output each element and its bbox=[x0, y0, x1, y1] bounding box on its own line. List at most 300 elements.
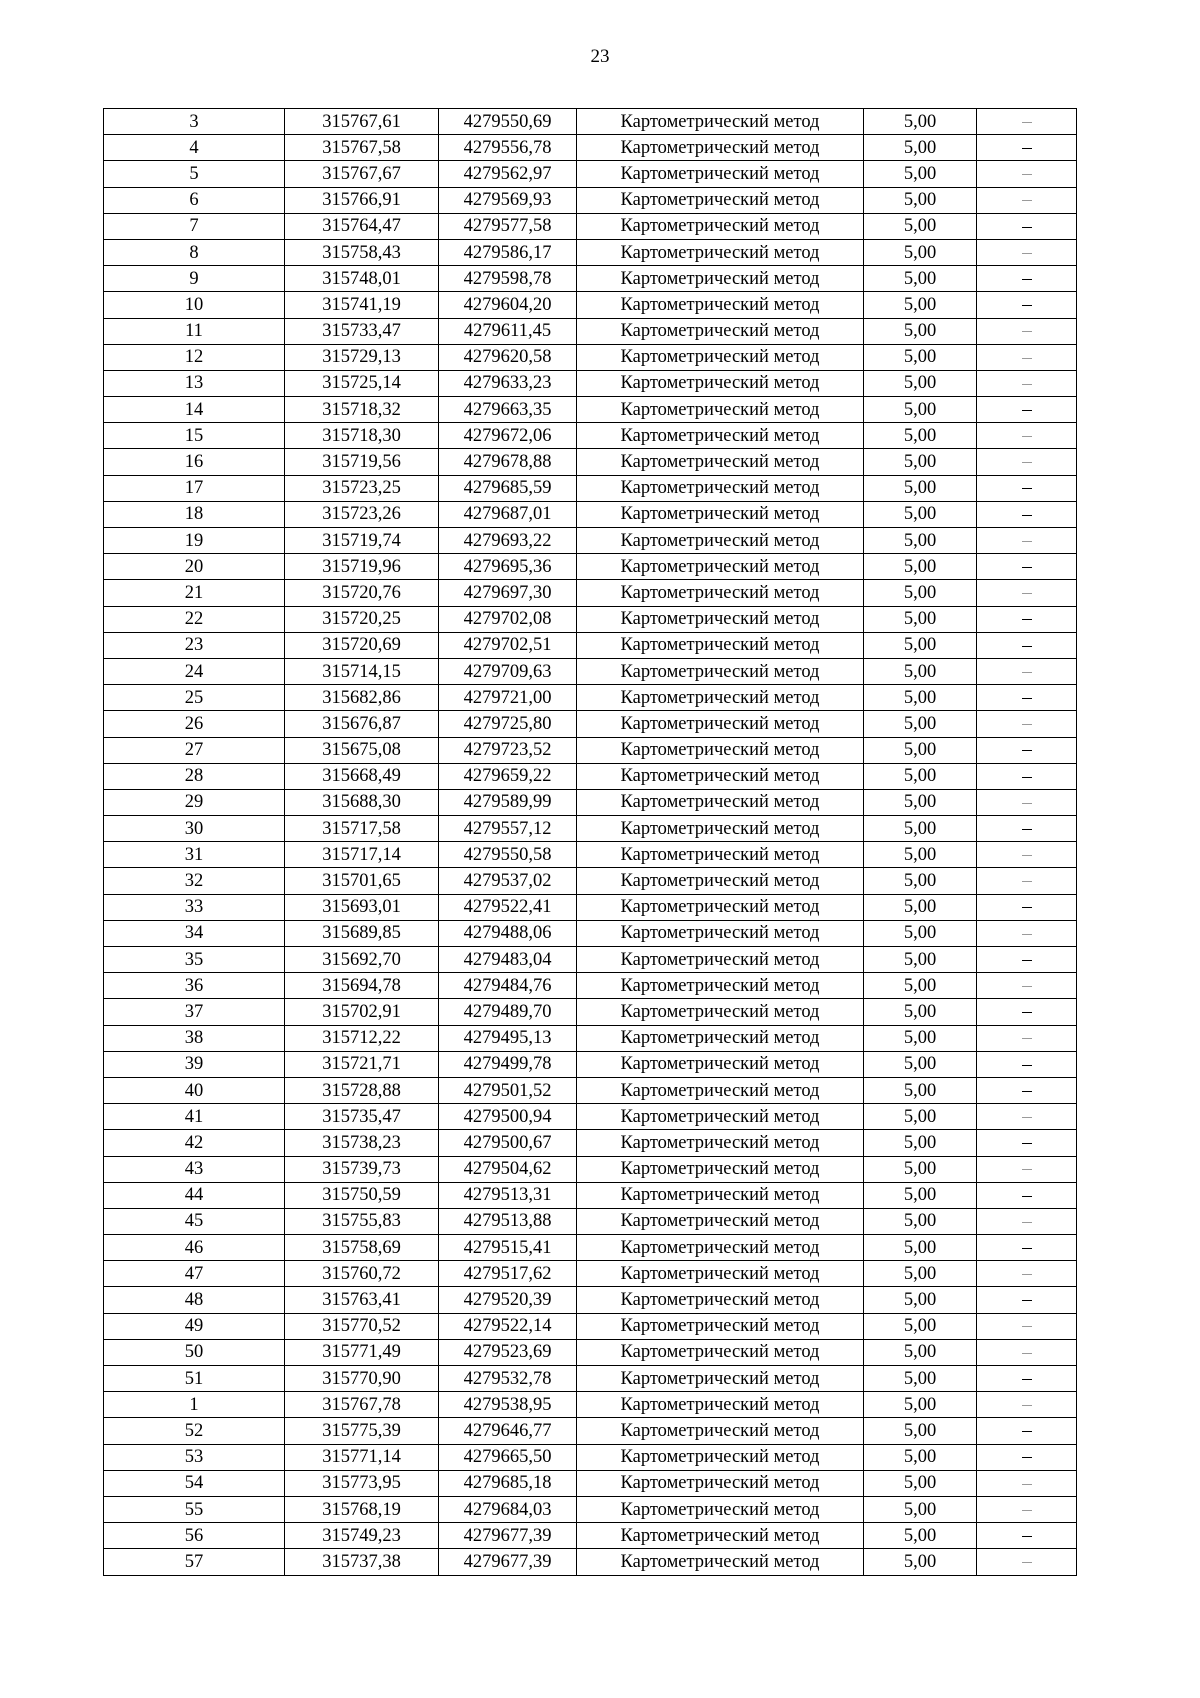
dash-mark bbox=[1022, 803, 1032, 804]
description-cell bbox=[977, 816, 1077, 842]
accuracy-cell: 5,00 bbox=[864, 1208, 977, 1234]
dash-mark bbox=[1022, 1484, 1032, 1485]
point-number-cell: 45 bbox=[104, 1208, 285, 1234]
y-coordinate-cell: 4279550,69 bbox=[439, 109, 577, 135]
method-cell: Картометрический метод bbox=[577, 161, 864, 187]
description-cell bbox=[977, 789, 1077, 815]
point-number-cell: 14 bbox=[104, 397, 285, 423]
point-number-cell: 24 bbox=[104, 658, 285, 684]
x-coordinate-cell: 315725,14 bbox=[285, 370, 439, 396]
table-row bbox=[104, 920, 1077, 946]
description-cell bbox=[977, 135, 1077, 161]
y-coordinate-cell: 4279604,20 bbox=[439, 292, 577, 318]
table-row bbox=[104, 1470, 1077, 1496]
accuracy-cell: 5,00 bbox=[864, 1025, 977, 1051]
y-coordinate-cell: 4279646,77 bbox=[439, 1418, 577, 1444]
x-coordinate-cell: 315767,67 bbox=[285, 161, 439, 187]
dash-mark bbox=[1022, 1012, 1032, 1013]
x-coordinate-cell: 315741,19 bbox=[285, 292, 439, 318]
description-cell bbox=[977, 370, 1077, 396]
point-number-cell: 9 bbox=[104, 266, 285, 292]
description-cell bbox=[977, 1549, 1077, 1575]
dash-mark bbox=[1022, 541, 1032, 542]
method-cell: Картометрический метод bbox=[577, 135, 864, 161]
accuracy-cell: 5,00 bbox=[864, 1444, 977, 1470]
description-cell bbox=[977, 161, 1077, 187]
method-cell: Картометрический метод bbox=[577, 318, 864, 344]
accuracy-cell: 5,00 bbox=[864, 1287, 977, 1313]
table-row bbox=[104, 894, 1077, 920]
table-row bbox=[104, 1313, 1077, 1339]
method-cell: Картометрический метод bbox=[577, 606, 864, 632]
point-number-cell: 26 bbox=[104, 711, 285, 737]
description-cell bbox=[977, 213, 1077, 239]
method-cell: Картометрический метод bbox=[577, 1287, 864, 1313]
dash-mark bbox=[1022, 750, 1032, 751]
y-coordinate-cell: 4279693,22 bbox=[439, 528, 577, 554]
method-cell: Картометрический метод bbox=[577, 894, 864, 920]
table-row bbox=[104, 1077, 1077, 1103]
method-cell: Картометрический метод bbox=[577, 580, 864, 606]
method-cell: Картометрический метод bbox=[577, 370, 864, 396]
method-cell: Картометрический метод bbox=[577, 1025, 864, 1051]
description-cell bbox=[977, 685, 1077, 711]
x-coordinate-cell: 315768,19 bbox=[285, 1496, 439, 1522]
point-number-cell: 21 bbox=[104, 580, 285, 606]
y-coordinate-cell: 4279687,01 bbox=[439, 501, 577, 527]
method-cell: Картометрический метод bbox=[577, 266, 864, 292]
description-cell bbox=[977, 973, 1077, 999]
accuracy-cell: 5,00 bbox=[864, 1313, 977, 1339]
y-coordinate-cell: 4279569,93 bbox=[439, 187, 577, 213]
point-number-cell: 52 bbox=[104, 1418, 285, 1444]
y-coordinate-cell: 4279725,80 bbox=[439, 711, 577, 737]
y-coordinate-cell: 4279517,62 bbox=[439, 1261, 577, 1287]
table-row bbox=[104, 318, 1077, 344]
description-cell bbox=[977, 1235, 1077, 1261]
table-row bbox=[104, 344, 1077, 370]
point-number-cell: 56 bbox=[104, 1523, 285, 1549]
description-cell bbox=[977, 1523, 1077, 1549]
method-cell: Картометрический метод bbox=[577, 920, 864, 946]
accuracy-cell: 5,00 bbox=[864, 1182, 977, 1208]
description-cell bbox=[977, 1444, 1077, 1470]
accuracy-cell: 5,00 bbox=[864, 370, 977, 396]
method-cell: Картометрический метод bbox=[577, 1418, 864, 1444]
dash-mark bbox=[1022, 410, 1032, 411]
accuracy-cell: 5,00 bbox=[864, 999, 977, 1025]
x-coordinate-cell: 315718,32 bbox=[285, 397, 439, 423]
dash-mark bbox=[1022, 305, 1032, 306]
accuracy-cell: 5,00 bbox=[864, 318, 977, 344]
method-cell: Картометрический метод bbox=[577, 239, 864, 265]
x-coordinate-cell: 315775,39 bbox=[285, 1418, 439, 1444]
y-coordinate-cell: 4279659,22 bbox=[439, 763, 577, 789]
y-coordinate-cell: 4279633,23 bbox=[439, 370, 577, 396]
point-number-cell: 11 bbox=[104, 318, 285, 344]
method-cell: Картометрический метод bbox=[577, 449, 864, 475]
accuracy-cell: 5,00 bbox=[864, 1392, 977, 1418]
accuracy-cell: 5,00 bbox=[864, 1104, 977, 1130]
description-cell bbox=[977, 397, 1077, 423]
y-coordinate-cell: 4279520,39 bbox=[439, 1287, 577, 1313]
x-coordinate-cell: 315771,14 bbox=[285, 1444, 439, 1470]
table-row bbox=[104, 239, 1077, 265]
y-coordinate-cell: 4279598,78 bbox=[439, 266, 577, 292]
method-cell: Картометрический метод bbox=[577, 842, 864, 868]
accuracy-cell: 5,00 bbox=[864, 606, 977, 632]
accuracy-cell: 5,00 bbox=[864, 1077, 977, 1103]
method-cell: Картометрический метод bbox=[577, 1156, 864, 1182]
table-row bbox=[104, 1130, 1077, 1156]
dash-mark bbox=[1022, 358, 1032, 359]
description-cell bbox=[977, 711, 1077, 737]
point-number-cell: 54 bbox=[104, 1470, 285, 1496]
x-coordinate-cell: 315767,78 bbox=[285, 1392, 439, 1418]
accuracy-cell: 5,00 bbox=[864, 685, 977, 711]
description-cell bbox=[977, 947, 1077, 973]
point-number-cell: 35 bbox=[104, 947, 285, 973]
point-number-cell: 50 bbox=[104, 1339, 285, 1365]
x-coordinate-cell: 315758,43 bbox=[285, 239, 439, 265]
x-coordinate-cell: 315692,70 bbox=[285, 947, 439, 973]
point-number-cell: 55 bbox=[104, 1496, 285, 1522]
description-cell bbox=[977, 475, 1077, 501]
dash-mark bbox=[1022, 279, 1032, 280]
table-row bbox=[104, 1418, 1077, 1444]
dash-mark bbox=[1022, 1117, 1032, 1118]
x-coordinate-cell: 315748,01 bbox=[285, 266, 439, 292]
point-number-cell: 15 bbox=[104, 423, 285, 449]
table-row bbox=[104, 135, 1077, 161]
table-row bbox=[104, 449, 1077, 475]
method-cell: Картометрический метод bbox=[577, 632, 864, 658]
dash-mark bbox=[1022, 227, 1032, 228]
x-coordinate-cell: 315766,91 bbox=[285, 187, 439, 213]
point-number-cell: 48 bbox=[104, 1287, 285, 1313]
y-coordinate-cell: 4279677,39 bbox=[439, 1549, 577, 1575]
method-cell: Картометрический метод bbox=[577, 1496, 864, 1522]
dash-mark bbox=[1022, 1431, 1032, 1432]
x-coordinate-cell: 315689,85 bbox=[285, 920, 439, 946]
dash-mark bbox=[1022, 1169, 1032, 1170]
description-cell bbox=[977, 1156, 1077, 1182]
method-cell: Картометрический метод bbox=[577, 868, 864, 894]
accuracy-cell: 5,00 bbox=[864, 135, 977, 161]
dash-mark bbox=[1022, 1274, 1032, 1275]
dash-mark bbox=[1022, 593, 1032, 594]
point-number-cell: 41 bbox=[104, 1104, 285, 1130]
description-cell bbox=[977, 501, 1077, 527]
x-coordinate-cell: 315675,08 bbox=[285, 737, 439, 763]
description-cell bbox=[977, 528, 1077, 554]
table-row bbox=[104, 266, 1077, 292]
y-coordinate-cell: 4279483,04 bbox=[439, 947, 577, 973]
y-coordinate-cell: 4279684,03 bbox=[439, 1496, 577, 1522]
point-number-cell: 40 bbox=[104, 1077, 285, 1103]
point-number-cell: 25 bbox=[104, 685, 285, 711]
accuracy-cell: 5,00 bbox=[864, 187, 977, 213]
method-cell: Картометрический метод bbox=[577, 763, 864, 789]
table-row bbox=[104, 1261, 1077, 1287]
accuracy-cell: 5,00 bbox=[864, 1156, 977, 1182]
y-coordinate-cell: 4279522,14 bbox=[439, 1313, 577, 1339]
accuracy-cell: 5,00 bbox=[864, 161, 977, 187]
description-cell bbox=[977, 1130, 1077, 1156]
dash-mark bbox=[1022, 1248, 1032, 1249]
x-coordinate-cell: 315750,59 bbox=[285, 1182, 439, 1208]
description-cell bbox=[977, 580, 1077, 606]
method-cell: Картометрический метод bbox=[577, 528, 864, 554]
point-number-cell: 3 bbox=[104, 109, 285, 135]
point-number-cell: 44 bbox=[104, 1182, 285, 1208]
x-coordinate-cell: 315767,61 bbox=[285, 109, 439, 135]
dash-mark bbox=[1022, 1562, 1032, 1563]
point-number-cell: 32 bbox=[104, 868, 285, 894]
y-coordinate-cell: 4279501,52 bbox=[439, 1077, 577, 1103]
table-row bbox=[104, 1523, 1077, 1549]
point-number-cell: 49 bbox=[104, 1313, 285, 1339]
y-coordinate-cell: 4279532,78 bbox=[439, 1366, 577, 1392]
dash-mark bbox=[1022, 515, 1032, 516]
description-cell bbox=[977, 1392, 1077, 1418]
dash-mark bbox=[1022, 986, 1032, 987]
x-coordinate-cell: 315728,88 bbox=[285, 1077, 439, 1103]
point-number-cell: 28 bbox=[104, 763, 285, 789]
y-coordinate-cell: 4279499,78 bbox=[439, 1051, 577, 1077]
description-cell bbox=[977, 554, 1077, 580]
y-coordinate-cell: 4279523,69 bbox=[439, 1339, 577, 1365]
point-number-cell: 53 bbox=[104, 1444, 285, 1470]
x-coordinate-cell: 315719,96 bbox=[285, 554, 439, 580]
dash-mark bbox=[1022, 253, 1032, 254]
description-cell bbox=[977, 1208, 1077, 1234]
y-coordinate-cell: 4279677,39 bbox=[439, 1523, 577, 1549]
point-number-cell: 6 bbox=[104, 187, 285, 213]
y-coordinate-cell: 4279500,67 bbox=[439, 1130, 577, 1156]
method-cell: Картометрический метод bbox=[577, 1366, 864, 1392]
x-coordinate-cell: 315770,52 bbox=[285, 1313, 439, 1339]
dash-mark bbox=[1022, 646, 1032, 647]
method-cell: Картометрический метод bbox=[577, 1182, 864, 1208]
table-row bbox=[104, 501, 1077, 527]
y-coordinate-cell: 4279697,30 bbox=[439, 580, 577, 606]
table-row bbox=[104, 1339, 1077, 1365]
description-cell bbox=[977, 292, 1077, 318]
point-number-cell: 43 bbox=[104, 1156, 285, 1182]
accuracy-cell: 5,00 bbox=[864, 1366, 977, 1392]
dash-mark bbox=[1022, 436, 1032, 437]
x-coordinate-cell: 315767,58 bbox=[285, 135, 439, 161]
dash-mark bbox=[1022, 907, 1032, 908]
y-coordinate-cell: 4279513,31 bbox=[439, 1182, 577, 1208]
accuracy-cell: 5,00 bbox=[864, 1496, 977, 1522]
y-coordinate-cell: 4279665,50 bbox=[439, 1444, 577, 1470]
table-row bbox=[104, 1496, 1077, 1522]
x-coordinate-cell: 315723,26 bbox=[285, 501, 439, 527]
table-row bbox=[104, 580, 1077, 606]
y-coordinate-cell: 4279702,51 bbox=[439, 632, 577, 658]
table-row bbox=[104, 973, 1077, 999]
description-cell bbox=[977, 1470, 1077, 1496]
dash-mark bbox=[1022, 829, 1032, 830]
y-coordinate-cell: 4279550,58 bbox=[439, 842, 577, 868]
method-cell: Картометрический метод bbox=[577, 213, 864, 239]
accuracy-cell: 5,00 bbox=[864, 292, 977, 318]
x-coordinate-cell: 315717,58 bbox=[285, 816, 439, 842]
dash-mark bbox=[1022, 1143, 1032, 1144]
accuracy-cell: 5,00 bbox=[864, 1549, 977, 1575]
method-cell: Картометрический метод bbox=[577, 554, 864, 580]
dash-mark bbox=[1022, 1536, 1032, 1537]
y-coordinate-cell: 4279702,08 bbox=[439, 606, 577, 632]
y-coordinate-cell: 4279620,58 bbox=[439, 344, 577, 370]
table-row bbox=[104, 1182, 1077, 1208]
dash-mark bbox=[1022, 174, 1032, 175]
method-cell: Картометрический метод bbox=[577, 1339, 864, 1365]
method-cell: Картометрический метод bbox=[577, 423, 864, 449]
point-number-cell: 13 bbox=[104, 370, 285, 396]
method-cell: Картометрический метод bbox=[577, 1523, 864, 1549]
point-number-cell: 19 bbox=[104, 528, 285, 554]
table-body bbox=[104, 109, 1077, 1576]
accuracy-cell: 5,00 bbox=[864, 763, 977, 789]
description-cell bbox=[977, 868, 1077, 894]
description-cell bbox=[977, 1104, 1077, 1130]
method-cell: Картометрический метод bbox=[577, 1051, 864, 1077]
point-number-cell: 8 bbox=[104, 239, 285, 265]
table-row bbox=[104, 947, 1077, 973]
x-coordinate-cell: 315733,47 bbox=[285, 318, 439, 344]
dash-mark bbox=[1022, 881, 1032, 882]
description-cell bbox=[977, 1051, 1077, 1077]
table-row bbox=[104, 187, 1077, 213]
dash-mark bbox=[1022, 619, 1032, 620]
accuracy-cell: 5,00 bbox=[864, 266, 977, 292]
point-number-cell: 51 bbox=[104, 1366, 285, 1392]
x-coordinate-cell: 315693,01 bbox=[285, 894, 439, 920]
y-coordinate-cell: 4279577,58 bbox=[439, 213, 577, 239]
point-number-cell: 12 bbox=[104, 344, 285, 370]
dash-mark bbox=[1022, 1065, 1032, 1066]
x-coordinate-cell: 315764,47 bbox=[285, 213, 439, 239]
x-coordinate-cell: 315760,72 bbox=[285, 1261, 439, 1287]
point-number-cell: 27 bbox=[104, 737, 285, 763]
accuracy-cell: 5,00 bbox=[864, 213, 977, 239]
accuracy-cell: 5,00 bbox=[864, 632, 977, 658]
y-coordinate-cell: 4279515,41 bbox=[439, 1235, 577, 1261]
y-coordinate-cell: 4279537,02 bbox=[439, 868, 577, 894]
accuracy-cell: 5,00 bbox=[864, 239, 977, 265]
accuracy-cell: 5,00 bbox=[864, 711, 977, 737]
accuracy-cell: 5,00 bbox=[864, 789, 977, 815]
dash-mark bbox=[1022, 148, 1032, 149]
method-cell: Картометрический метод bbox=[577, 475, 864, 501]
dash-mark bbox=[1022, 1405, 1032, 1406]
table-row bbox=[104, 999, 1077, 1025]
description-cell bbox=[977, 1313, 1077, 1339]
x-coordinate-cell: 315729,13 bbox=[285, 344, 439, 370]
table-row bbox=[104, 842, 1077, 868]
description-cell bbox=[977, 449, 1077, 475]
method-cell: Картометрический метод bbox=[577, 1261, 864, 1287]
point-number-cell: 57 bbox=[104, 1549, 285, 1575]
x-coordinate-cell: 315735,47 bbox=[285, 1104, 439, 1130]
table-row bbox=[104, 632, 1077, 658]
point-number-cell: 1 bbox=[104, 1392, 285, 1418]
table-row bbox=[104, 554, 1077, 580]
y-coordinate-cell: 4279723,52 bbox=[439, 737, 577, 763]
accuracy-cell: 5,00 bbox=[864, 868, 977, 894]
accuracy-cell: 5,00 bbox=[864, 397, 977, 423]
dash-mark bbox=[1022, 1379, 1032, 1380]
description-cell bbox=[977, 1182, 1077, 1208]
table-row bbox=[104, 868, 1077, 894]
table-row bbox=[104, 1287, 1077, 1313]
point-number-cell: 31 bbox=[104, 842, 285, 868]
method-cell: Картометрический метод bbox=[577, 947, 864, 973]
description-cell bbox=[977, 1339, 1077, 1365]
x-coordinate-cell: 315720,69 bbox=[285, 632, 439, 658]
description-cell bbox=[977, 239, 1077, 265]
dash-mark bbox=[1022, 672, 1032, 673]
description-cell bbox=[977, 999, 1077, 1025]
accuracy-cell: 5,00 bbox=[864, 658, 977, 684]
accuracy-cell: 5,00 bbox=[864, 1235, 977, 1261]
table-row bbox=[104, 213, 1077, 239]
method-cell: Картометрический метод bbox=[577, 1470, 864, 1496]
y-coordinate-cell: 4279709,63 bbox=[439, 658, 577, 684]
accuracy-cell: 5,00 bbox=[864, 973, 977, 999]
description-cell bbox=[977, 266, 1077, 292]
point-number-cell: 34 bbox=[104, 920, 285, 946]
point-number-cell: 46 bbox=[104, 1235, 285, 1261]
table-row bbox=[104, 528, 1077, 554]
description-cell bbox=[977, 1261, 1077, 1287]
table-row bbox=[104, 292, 1077, 318]
accuracy-cell: 5,00 bbox=[864, 554, 977, 580]
description-cell bbox=[977, 763, 1077, 789]
description-cell bbox=[977, 1496, 1077, 1522]
y-coordinate-cell: 4279495,13 bbox=[439, 1025, 577, 1051]
x-coordinate-cell: 315719,56 bbox=[285, 449, 439, 475]
description-cell bbox=[977, 109, 1077, 135]
point-number-cell: 20 bbox=[104, 554, 285, 580]
y-coordinate-cell: 4279695,36 bbox=[439, 554, 577, 580]
method-cell: Картометрический метод bbox=[577, 187, 864, 213]
dash-mark bbox=[1022, 1326, 1032, 1327]
method-cell: Картометрический метод bbox=[577, 397, 864, 423]
point-number-cell: 29 bbox=[104, 789, 285, 815]
method-cell: Картометрический метод bbox=[577, 1208, 864, 1234]
accuracy-cell: 5,00 bbox=[864, 449, 977, 475]
table-row bbox=[104, 1051, 1077, 1077]
table-row bbox=[104, 711, 1077, 737]
table-row bbox=[104, 737, 1077, 763]
dash-mark bbox=[1022, 855, 1032, 856]
y-coordinate-cell: 4279663,35 bbox=[439, 397, 577, 423]
dash-mark bbox=[1022, 462, 1032, 463]
point-number-cell: 33 bbox=[104, 894, 285, 920]
accuracy-cell: 5,00 bbox=[864, 580, 977, 606]
method-cell: Картометрический метод bbox=[577, 973, 864, 999]
x-coordinate-cell: 315668,49 bbox=[285, 763, 439, 789]
description-cell bbox=[977, 1366, 1077, 1392]
y-coordinate-cell: 4279504,62 bbox=[439, 1156, 577, 1182]
accuracy-cell: 5,00 bbox=[864, 423, 977, 449]
dash-mark bbox=[1022, 1196, 1032, 1197]
table-row bbox=[104, 370, 1077, 396]
